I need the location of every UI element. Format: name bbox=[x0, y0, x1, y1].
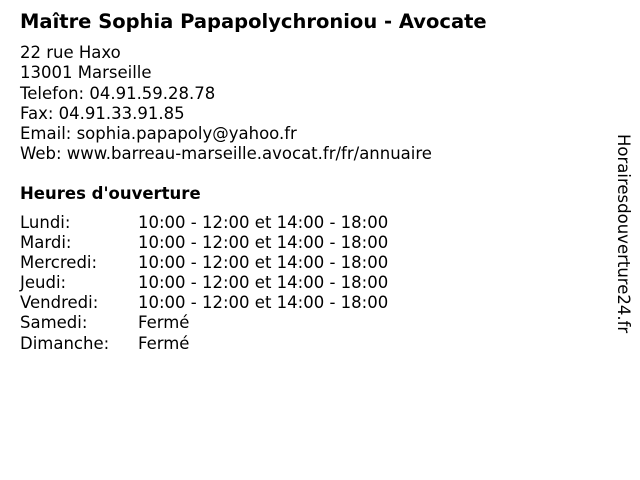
hours-day: Lundi: bbox=[20, 213, 71, 232]
contact-block bbox=[20, 43, 432, 165]
hours-day: Jeudi: bbox=[20, 273, 67, 293]
brand-site-text: Horairesdouverture24.fr bbox=[614, 134, 633, 334]
hours-day: Mardi: bbox=[20, 233, 72, 253]
hours-day: Samedi: bbox=[20, 313, 88, 333]
hours-day: Mercredi: bbox=[20, 253, 98, 273]
address-street: 22 rue Haxo bbox=[20, 43, 121, 62]
brand-watermark bbox=[613, 134, 633, 374]
page-title: Maître Sophia Papapolychroniou - Avocate bbox=[20, 10, 487, 33]
hours-day: Vendredi: bbox=[20, 293, 99, 313]
hours-time: 10:00 - 12:00 et 14:00 - 18:00 bbox=[138, 293, 389, 313]
hours-time: 10:00 - 12:00 et 14:00 - 18:00 bbox=[138, 273, 389, 293]
address-city: 13001 Marseille bbox=[20, 63, 152, 83]
phone-line: Telefon: 04.91.59.28.78 bbox=[20, 83, 216, 103]
fax-line: Fax: 04.91.33.91.85 bbox=[20, 103, 185, 123]
email-line: Email: sophia.papapoly@yahoo.fr bbox=[20, 124, 297, 144]
hours-time: 10:00 - 12:00 et 14:00 - 18:00 bbox=[138, 253, 389, 273]
hours-heading: Heures d'ouverture bbox=[20, 184, 201, 203]
hours-day: Dimanche: bbox=[20, 333, 110, 353]
hours-time: 10:00 - 12:00 et 14:00 - 18:00 bbox=[138, 233, 389, 253]
hours-time: Fermé bbox=[138, 333, 190, 353]
hours-time: Fermé bbox=[138, 313, 190, 333]
hours-time: 10:00 - 12:00 et 14:00 - 18:00 bbox=[138, 213, 389, 232]
web-line: Web: www.barreau-marseille.avocat.fr/fr/annuaire bbox=[20, 144, 432, 164]
